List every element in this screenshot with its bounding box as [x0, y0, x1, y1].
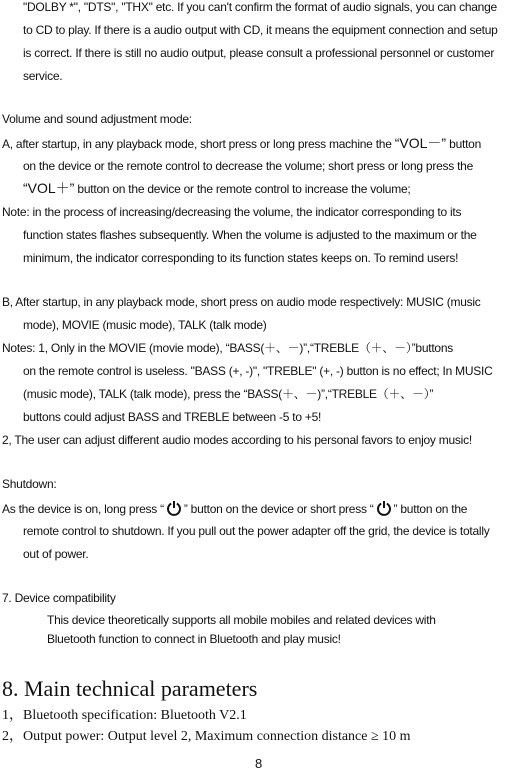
shutdown-text-1: As the device is on, long press	[2, 502, 161, 516]
modes-note-line-1	[2, 341, 453, 356]
continued-line-1: "DOLBY *", "DTS", "THX" etc. If you can't confirm the format of audio signals, you can change	[23, 0, 497, 14]
compat-line-2: Bluetooth function to connect in Bluetooth and play music!	[47, 632, 341, 646]
shutdown-text-2: button on the device or short press	[187, 502, 370, 516]
quote-close-2: ”	[393, 502, 398, 516]
power-icon	[376, 500, 392, 516]
modes-note-line-5: 2, The user can adjust different audio modes according to his personal favors to enjoy music!	[2, 433, 472, 447]
compat-heading: 7. Device compatibility	[2, 591, 116, 605]
modes-line-b1: B, After startup, in any playback mode, short press on audio mode respectively: MUSIC (music	[2, 295, 481, 309]
shutdown-heading: Shutdown:	[2, 477, 57, 491]
spec-line-1: 1，Bluetooth specification: Bluetooth V2.1	[2, 708, 247, 723]
vol-minus-label: “VOL－”	[394, 135, 447, 151]
volume-a3-text: button on the device or the remote control to increase the volume;	[74, 182, 411, 196]
modes-note-line-3	[23, 387, 433, 402]
comma: ,	[306, 341, 310, 355]
volume-note-line-2: function states flashes subsequently. When the volume is adjusted to the maximum or the	[23, 228, 477, 242]
modes-note-line-2: on the remote control is useless. "BASS (+, -)", "TREBLE" (+, -) button is no effect; In MUSIC	[23, 364, 493, 378]
volume-line-a3	[23, 181, 410, 197]
volume-note-line-1: Note: in the process of increasing/decreasing the volume, the indicator corresponding to its	[2, 205, 462, 219]
vol-plus-label: “VOL＋”	[23, 180, 75, 196]
compat-line-1: This device theoretically supports all mobile mobiles and related devices with	[47, 613, 436, 627]
bass-button-label: “BASS(＋、－)”	[225, 341, 307, 355]
shutdown-line-1	[2, 500, 467, 517]
continued-line-4: service.	[23, 69, 63, 83]
bass-button-label-2: “BASS(＋、－)”	[243, 387, 325, 401]
volume-heading: Volume and sound adjustment mode:	[2, 112, 192, 126]
power-icon	[166, 500, 182, 516]
continued-line-3: is correct. If there is still no audio output, please consult a professional personnel or customer	[23, 46, 495, 60]
modes-note-3-text: (music mode), TALK (talk mode), press the	[23, 387, 244, 401]
treble-button-label: “TREBLE（＋、－）”	[309, 341, 416, 355]
shutdown-line-3: out of power.	[23, 547, 89, 561]
volume-a1-text: A, after startup, in any playback mode, short press or long press machine the	[2, 137, 395, 151]
quote-close: ”	[183, 502, 188, 516]
section-8-title: 8. Main technical parameters	[2, 676, 258, 701]
page-number: 8	[255, 756, 263, 771]
shutdown-text-3: button on the	[397, 502, 468, 516]
quote-open: “	[160, 502, 164, 516]
volume-line-a1	[2, 136, 481, 152]
continued-line-2: to CD to play. If there is a audio output with CD, it means the equipment connection and setup	[23, 23, 498, 37]
comma-2: ,	[324, 387, 328, 401]
modes-note-line-4: buttons could adjust BASS and TREBLE between -5 to +5!	[23, 410, 322, 424]
quote-open-2: “	[369, 502, 374, 516]
modes-line-b2: mode), MOVIE (music mode), TALK (talk mode)	[23, 318, 267, 332]
volume-note-line-3: minimum, the indicator corresponding to its function states keeps on. To remind users!	[23, 251, 459, 265]
volume-a1-tail: button	[446, 137, 482, 151]
modes-note-text: Notes: 1, Only in the MOVIE (movie mode),	[2, 341, 226, 355]
spec-line-2: 2，Output power: Output level 2, Maximum connection distance ≥ 10 m	[2, 729, 411, 744]
treble-button-label-2: “TREBLE（＋、－）”	[327, 387, 434, 401]
shutdown-line-2: remote control to shutdown. If you pull out the power adapter off the grid, the device is totally	[23, 524, 490, 538]
modes-note-tail: buttons	[415, 341, 454, 355]
volume-line-a2: on the device or the remote control to decrease the volume; short press or long press the	[23, 159, 474, 173]
